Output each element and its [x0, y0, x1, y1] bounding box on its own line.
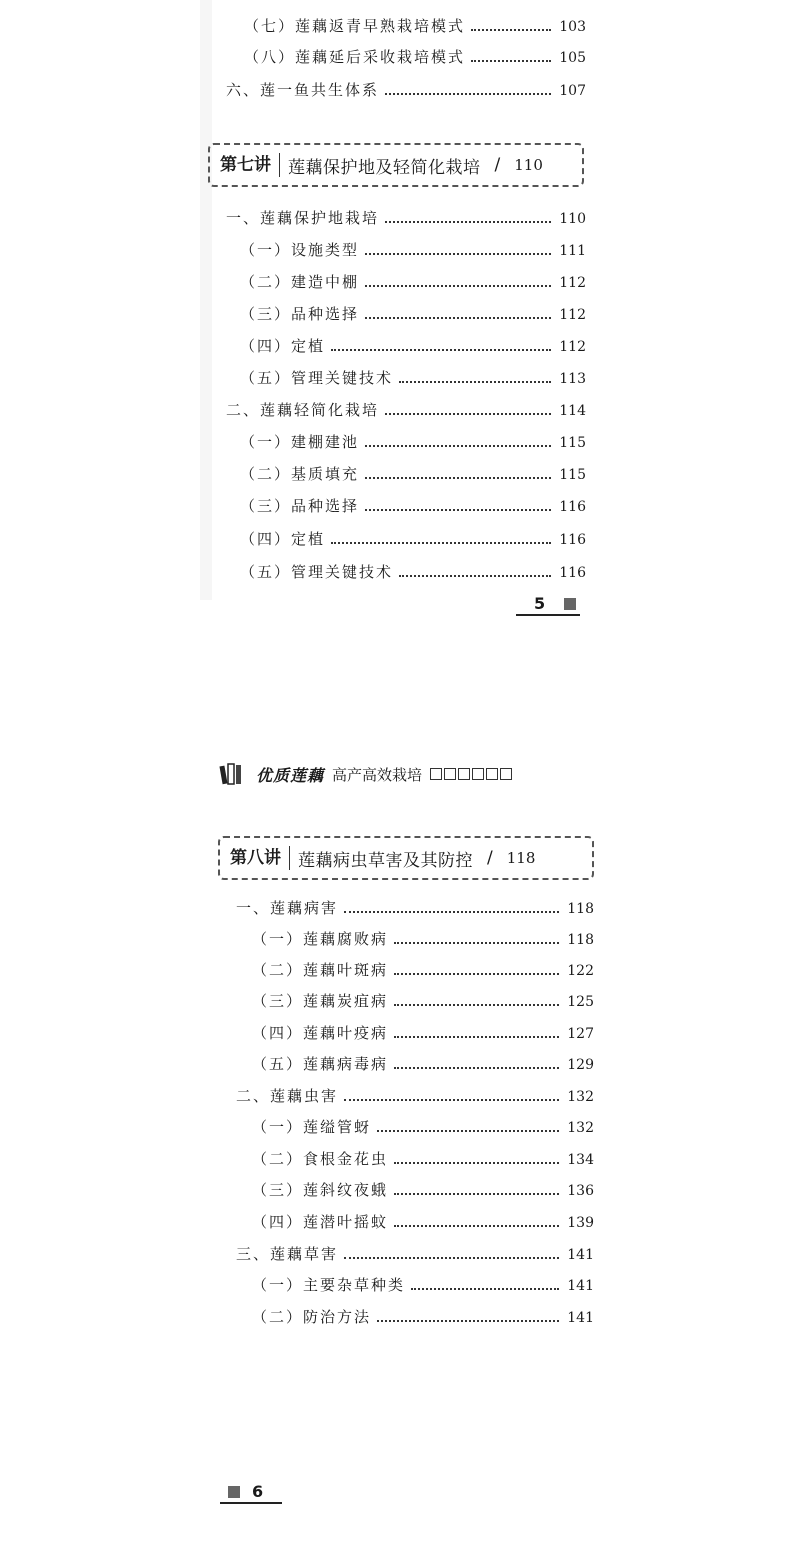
chapter-separator: / [494, 155, 501, 175]
chapter-title: 莲藕病虫草害及其防控 [298, 850, 473, 871]
chapter-page: 110 [514, 156, 543, 174]
toc-entry[interactable]: （四）莲藕叶疫病 127 [252, 1024, 594, 1042]
toc-entry[interactable]: （五）管理关键技术 113 [240, 369, 586, 387]
chapter-separator: / [487, 848, 493, 868]
page-number-marker [228, 1486, 240, 1498]
chapter-number: 第七讲 [210, 153, 280, 177]
page-number-rule [220, 1502, 282, 1504]
scan-shadow [200, 0, 212, 600]
toc-entry[interactable]: （四）定植 116 [240, 530, 586, 548]
chapter-page: 118 [506, 849, 536, 867]
toc-entry[interactable]: 二、莲藕虫害 132 [236, 1087, 594, 1105]
header-boxes [430, 768, 512, 780]
page-number-marker [564, 598, 576, 610]
toc-entry[interactable]: （二）基质填充 115 [240, 465, 586, 483]
toc-page-5 [0, 0, 800, 680]
chapter-title: 莲藕保护地及轻简化栽培 [288, 157, 481, 178]
toc-entry[interactable]: （八）莲藕延后采收栽培模式 105 [244, 48, 586, 66]
book-subtitle: 高产高效栽培 [332, 765, 423, 784]
toc-entry[interactable]: （三）莲斜纹夜蛾 136 [252, 1181, 594, 1199]
page-number: 6 [252, 1482, 264, 1501]
page-number-rule [516, 614, 580, 616]
chapter-heading-8[interactable] [218, 836, 594, 880]
chapter-heading-7[interactable] [208, 143, 584, 187]
page-number: 5 [534, 594, 546, 613]
toc-entry[interactable]: （二）防治方法 141 [252, 1308, 594, 1326]
toc-entry[interactable]: （二）食根金花虫 134 [252, 1150, 594, 1168]
toc-entry[interactable]: （二）莲藕叶斑病 122 [252, 961, 594, 979]
book-brand: 优质莲藕 [256, 765, 325, 785]
toc-entry[interactable]: （四）莲潜叶摇蚊 139 [252, 1213, 594, 1231]
toc-entry[interactable]: （一）主要杂草种类 141 [252, 1276, 594, 1294]
toc-entry[interactable]: 一、莲藕病害 118 [236, 899, 594, 917]
toc-entry[interactable]: （二）建造中棚 112 [240, 273, 586, 291]
chapter-number: 第八讲 [220, 846, 290, 870]
toc-entry[interactable]: （三）品种选择 116 [240, 497, 586, 515]
toc-entry[interactable]: 一、莲藕保护地栽培 110 [226, 209, 586, 227]
toc-entry[interactable]: 二、莲藕轻简化栽培 114 [226, 401, 586, 419]
toc-page-6 [0, 680, 800, 1546]
toc-entry[interactable]: （一）设施类型 111 [240, 241, 586, 259]
toc-entry[interactable]: （三）品种选择 112 [240, 305, 586, 323]
toc-entry[interactable]: （五）莲藕病毒病 129 [252, 1055, 594, 1073]
toc-entry[interactable]: （一）莲藕腐败病 118 [252, 930, 594, 948]
toc-entry[interactable]: （三）莲藕炭疽病 125 [252, 992, 594, 1010]
toc-entry[interactable]: （一）莲缢管蚜 132 [252, 1118, 594, 1136]
toc-entry[interactable]: （七）莲藕返青早熟栽培模式 103 [244, 17, 586, 35]
running-header [218, 762, 512, 786]
toc-entry[interactable]: （一）建棚建池 115 [240, 433, 586, 451]
toc-entry[interactable]: （五）管理关键技术 116 [240, 563, 586, 581]
books-icon [218, 762, 250, 786]
toc-entry[interactable]: 三、莲藕草害 141 [236, 1245, 594, 1263]
toc-entry[interactable]: 六、莲一鱼共生体系 107 [226, 81, 586, 99]
toc-entry[interactable]: （四）定植 112 [240, 337, 586, 355]
